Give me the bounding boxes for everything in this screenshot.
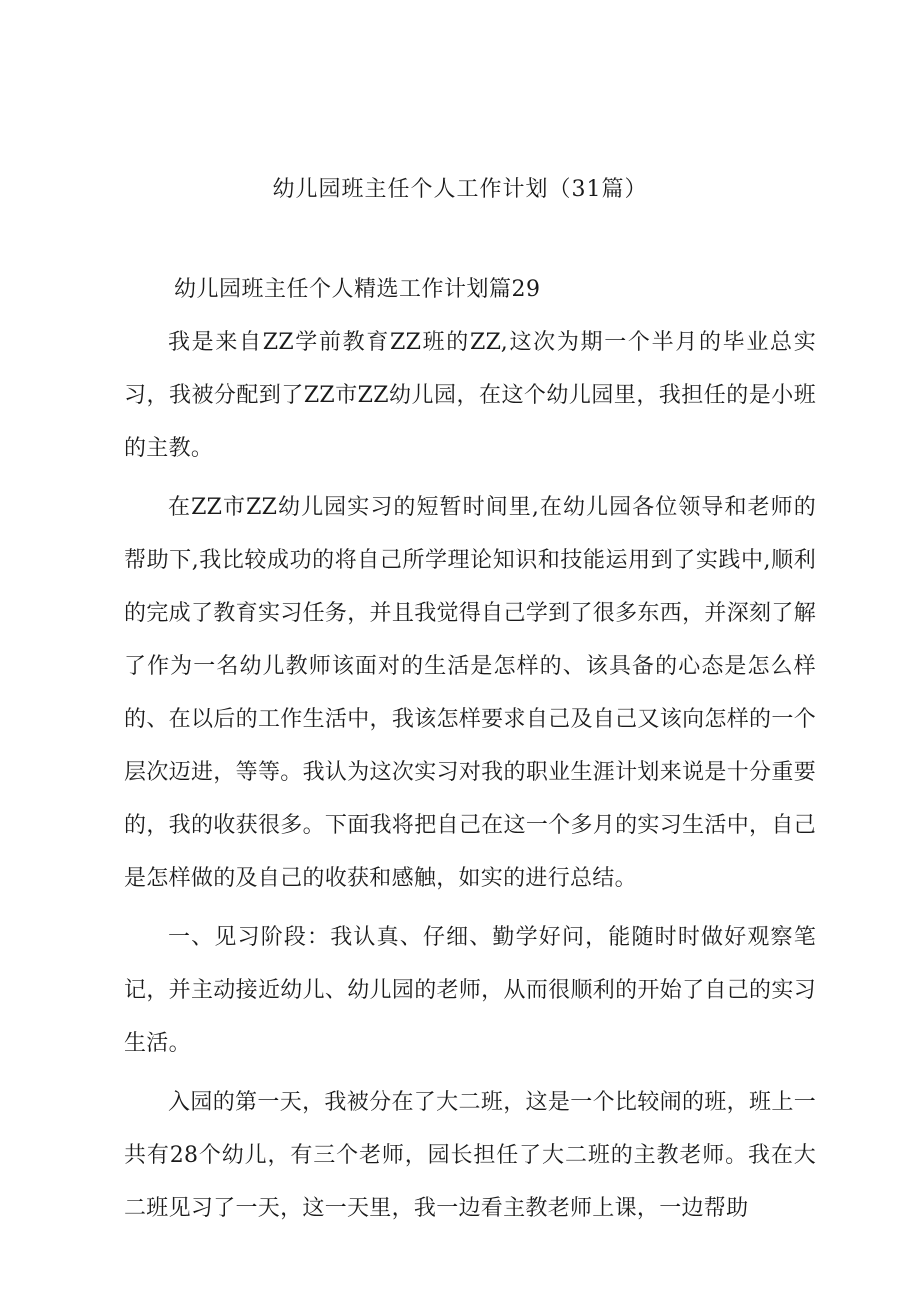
paragraph-intro: 我是来自ZZ学前教育ZZ班的ZZ,这次为期一个半月的毕业总实习，我被分配到了ZZ市ZZ幼儿园，在这个幼儿园里，我担任的是小班的主教。 xyxy=(124,330,816,461)
document-title: 幼儿园班主任个人工作计划（31篇） xyxy=(272,177,648,202)
body-text xyxy=(124,316,816,1241)
paragraph-first-day: 入园的第一天，我被分在了大二班，这是一个比较闹的班，班上一共有28个幼儿，有三个老师，园长担任了大二班的主教老师。我在大二班见习了一天，这一天里，我一边看主教老师上课，一边帮助 xyxy=(124,1090,816,1221)
paragraph-internship-summary: 在ZZ市ZZ幼儿园实习的短暂时间里,在幼儿园各位领导和老师的帮助下,我比较成功的将自己所学理论知识和技能运用到了实践中,顺利的完成了教育实习任务，并且我觉得自己学到了很多东西，并深刻了解了作为一名幼儿教师该面对的生活是怎样的、该具备的心态是怎么样的、在以后的工作生活中，我该怎样要求自己及自己又该向怎样的一个层次迈进，等等。我认为这次实习对我的职业生涯计划来说是十分重要的，我的收获很多。下面我将把自己在这一个多月的实习生活中，自己是怎样做的及自己的收获和感触，如实的进行总结。 xyxy=(124,495,816,891)
section-heading: 幼儿园班主任个人精选工作计划篇29 xyxy=(174,277,541,302)
paragraph-observation-stage: 一、见习阶段：我认真、仔细、勤学好问，能随时时做好观察笔记，并主动接近幼儿、幼儿园的老师，从而很顺利的开始了自己的实习生活。 xyxy=(124,925,816,1056)
